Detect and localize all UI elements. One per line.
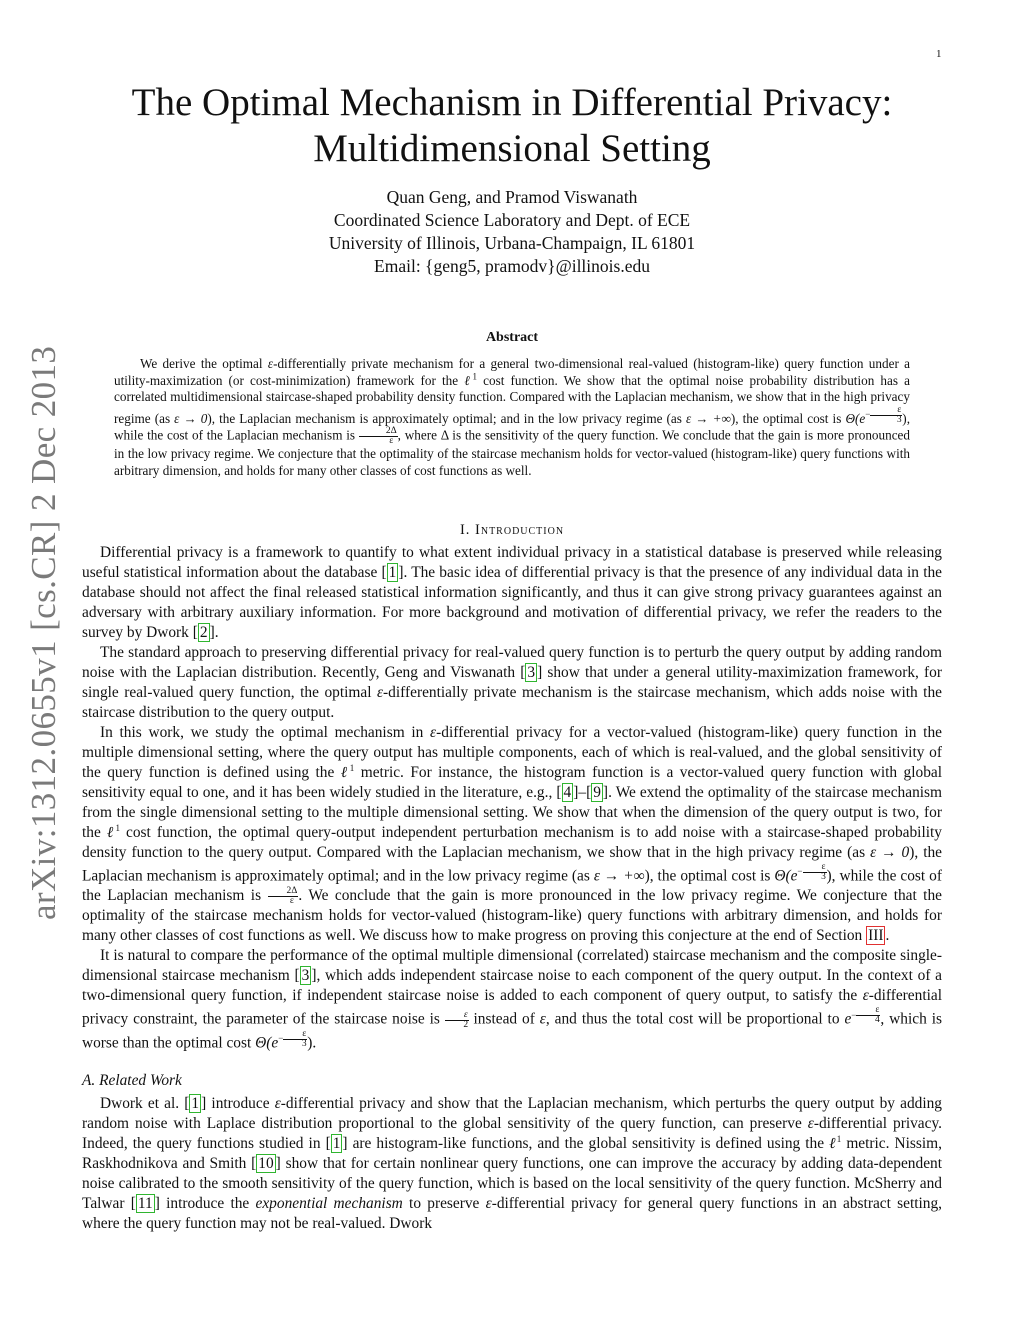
affiliation-1: Coordinated Science Laboratory and Dept. of ECE	[333, 210, 691, 230]
abstract-text: We derive the optimal ε-differentially private mechanism for a general two-dimensional real-valued (histogram-like) query function under a utility-maximization (or cost-minimization) framework for the ℓ$^1$ cost function. We show that the optimal noise probability distribution has a correlated multidimensional staircase-shaped probability density function. Compared with the Laplacian mechanism, we show that in the high privacy regime (as ε → 0), the Laplacian mechanism is approximately optimal; and in the low privacy regime (as ε → +∞), the optimal cost is $\Theta(e^{- \frac{\varepsilon}{3}}$ ), while the cost of the Laplacian mechanism is $\frac{2\Delta}{\varepsilon}$ , where Δ is the sensitivity of the query function. We conclude that the gain is more pronounced in the low privacy regime. We conjecture that the optimality of the staircase mechanism holds for vector-valued (histogram-like) query functions with arbitrary dimension, and holds for many other classes of cost functions as well.	[114, 356, 911, 478]
intro-paragraph-2: The standard approach to preserving differential privacy for real-valued query function is to perturb the query output by adding random noise with the Laplacian distribution. Recently, Geng and Viswanath [ 3 ] show that under a general utility-maximization framework, for single real-valued query function, the optimal ε-differentially private mechanism is the staircase mechanism, which adds noise with the staircase distribution to the query output.	[82, 643, 942, 721]
citation-link[interactable]: 11	[137, 1194, 153, 1212]
section-heading-introduction: I. Introduction	[459, 521, 565, 538]
paper-body	[82, 80, 942, 1234]
citation-link[interactable]: 9	[593, 783, 601, 801]
author-block	[82, 186, 942, 278]
paper-title	[82, 80, 942, 172]
section-ref-link[interactable]: III	[868, 927, 884, 945]
page-number: 1	[936, 48, 942, 60]
intro-paragraph-4: It is natural to compare the performance of the optimal multiple dimensional (correlated) staircase mechanism and the composite single-dimensional staircase mechanism [ 3 ], which adds independent staircase noise to each component of the query output. In the context of a two-dimensional query function, if independent staircase noise is added to each component of query output, to satisfy the ε-differential privacy constraint, the parameter of the staircase noise is $\frac{\varepsilon}{2}$ instead of ε, and thus the total cost will be proportional to $e^{- \frac{\varepsilon}{4}}$ , which is worse than the optimal cost $\Theta(e^{- \frac{\varepsilon}{3}}$ ).	[82, 947, 942, 1052]
arxiv-side-stamp: arXiv:1312.0655v1 [cs.CR] 2 Dec 2013	[24, 345, 63, 920]
citation-link[interactable]: 3	[301, 967, 310, 985]
intro-paragraph-3: In this work, we study the optimal mechanism in ε-differential privacy for a vector-valued (histogram-like) query function in the multiple dimensional setting, where the query output has multiple components, each of which is real-valued, and the global sensitivity of the query function is defined using the ℓ$^1$ metric. For instance, the histogram function is a vector-valued query function with global sensitivity equal to one, and it has been widely studied in the literature, e.g., [ 4 ]–[ 9 ]. We extend the optimality of the staircase mechanism from the single dimensional setting to the multiple dimensional setting. We show that when the dimension of the query output is two, for the ℓ$^1$ cost function, the optimal query-output independent perturbation mechanism is to add noise with a staircase-shaped probability density function to the query output. Compared with the Laplacian mechanism, we show that in the high privacy regime (as ε → 0), the Laplacian mechanism is approximately optimal; and in the low privacy regime (as ε → +∞), the optimal cost is $\Theta(e^{- \frac{\varepsilon}{3}}$ ), while the cost of the Laplacian mechanism is $\frac{2\Delta}{\varepsilon}$ . We conclude that the gain is more pronounced in the low privacy regime. We conjecture that the optimality of the staircase mechanism holds for vector-valued (histogram-like) query functions with arbitrary dimension, and holds for many other classes of cost functions as well. We discuss how to make progress on proving this conjecture at the end of Section III .	[82, 723, 943, 945]
subsection-heading-related-work: A. Related Work	[82, 1071, 182, 1089]
intro-paragraph-1: Differential privacy is a framework to quantify to what extent individual privacy in a statistical database is preserved while releasing useful statistical information about the database [ 1 ]. The basic idea of differential privacy is that the presence of any individual data in the database should not affect the final released statistical information significantly, and thus it can give strong privacy guarantees against an adversary with arbitrary auxiliary information. For more background and motivation of differential privacy, we refer the readers to the survey by Dwork [ 2 ].	[82, 543, 942, 641]
citation-link[interactable]: 10	[258, 1154, 274, 1172]
author-names: Quan Geng, and Pramod Viswanath	[386, 187, 638, 207]
citation-link[interactable]: 3	[527, 663, 536, 681]
affiliation-2: University of Illinois, Urbana-Champaign, IL 61801	[328, 233, 696, 253]
citation-link[interactable]: 1	[388, 563, 397, 581]
citation-link[interactable]: 2	[199, 623, 208, 641]
citation-link[interactable]: 1	[191, 1094, 200, 1112]
author-email: Email: {geng5, pramodv}@illinois.edu	[374, 256, 650, 276]
citation-link[interactable]: 1	[332, 1134, 341, 1152]
title-line-2: Multidimensional Setting	[313, 127, 711, 170]
related-work-paragraph-1: Dwork et al. [ 1 ] introduce ε-differential privacy and show that the Laplacian mechanism, which perturbs the query output by adding random noise with Laplace distribution proportional to the global sensitivity of the query function, can preserve ε-differential privacy. Indeed, the query functions studied in [ 1 ] are histogram-like functions, and the global sensitivity is defined using the ℓ$^1$ metric. Nissim, Raskhodnikova and Smith [ 10 ] show that for certain nonlinear query functions, one can improve the accuracy by adding data-dependent noise calibrated to the smooth sensitivity of the query function, which is based on the local sensitivity of the query function. McSherry and Talwar [ 11 ] introduce the exponential mechanism to preserve ε-differential privacy for general query functions in an abstract setting, where the query function may not be real-valued. Dwork	[82, 1094, 943, 1232]
title-line-1: The Optimal Mechanism in Differential Privacy:	[131, 81, 893, 124]
citation-link[interactable]: 4	[563, 783, 572, 801]
abstract-heading: Abstract	[485, 330, 539, 345]
